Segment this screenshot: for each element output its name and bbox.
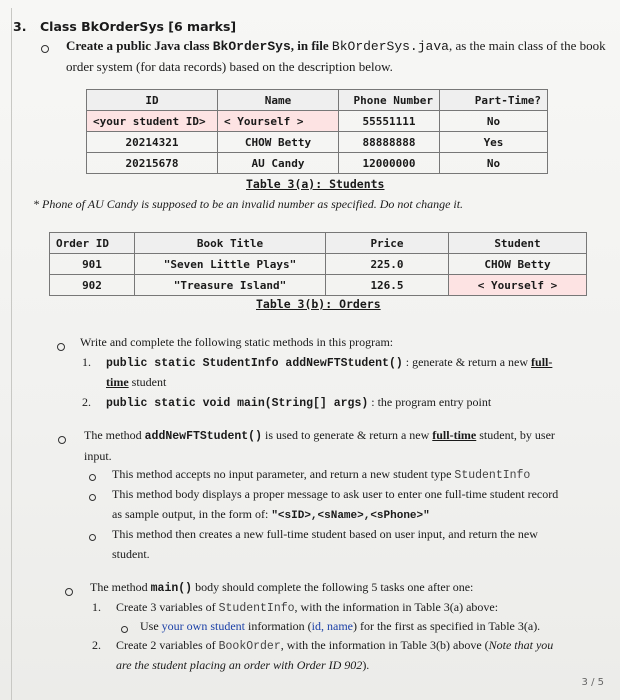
intro-file-code: BkOrderSys.java <box>331 39 449 54</box>
table-cell: < Yourself > <box>218 111 339 132</box>
bullet-circle-icon <box>89 494 96 501</box>
table-row <box>87 132 548 153</box>
addnew-sub-2-line-1: This method body displays a proper message to ask user to enter one full-time student record <box>112 487 559 501</box>
intro-line-2: order system (for data records) based on the description below. <box>66 59 393 74</box>
table-cell: 12000000 <box>339 153 440 174</box>
addnew-sub1-text: This method accepts no input parameter, and return a new student type <box>112 467 455 481</box>
table-cell: 20215678 <box>87 153 218 174</box>
main-text-b: body should complete the following 5 tasks one after one: <box>192 580 474 594</box>
method-item-1 <box>106 355 552 370</box>
underline-text: time <box>106 375 129 389</box>
students-header-cell: ID <box>87 90 218 111</box>
bullet-circle-icon <box>121 626 128 633</box>
task1-text-b: , with the information in Table 3(a) above: <box>294 600 499 614</box>
addnew-sub-3-line-1: This method then creates a new full-time student based on user input, and return the new <box>112 527 538 541</box>
task1-sub-text-b: information ( <box>245 619 312 633</box>
table-cell: "Treasure Island" <box>135 275 326 296</box>
bullet-circle-icon <box>58 436 66 444</box>
main-line-1 <box>90 580 473 595</box>
main-method-code: main() <box>150 582 193 595</box>
table-cell: 901 <box>50 254 135 275</box>
table-cell: 126.5 <box>326 275 449 296</box>
table-cell: 902 <box>50 275 135 296</box>
task2-note-1: Note that you <box>488 638 554 652</box>
studentinfo-code: StudentInfo <box>218 602 295 615</box>
table-cell: <your student ID> <box>87 111 218 132</box>
addnew-method-code: addNewFTStudent() <box>144 430 262 443</box>
task2-note-2: are the student placing an order with Order ID 902 <box>116 658 363 672</box>
table-row <box>87 111 548 132</box>
table-cell: No <box>440 111 548 132</box>
underline-text: full- <box>531 355 553 369</box>
bullet-circle-icon <box>57 343 65 351</box>
students-header-cell: Name <box>218 90 339 111</box>
table-cell: No <box>440 153 548 174</box>
orders-header-cell: Book Title <box>135 233 326 254</box>
intro-line-1 <box>66 38 606 54</box>
task2-end: ). <box>362 658 370 672</box>
task-2-cont <box>116 658 369 673</box>
method-item-2 <box>106 395 491 410</box>
method-item-number: 1. <box>82 355 91 369</box>
page-edge-line <box>11 8 12 700</box>
method-item-number: 2. <box>82 395 91 409</box>
table-cell: 225.0 <box>326 254 449 275</box>
task-number: 2. <box>92 638 101 652</box>
task2-text-b: , with the information in Table 3(b) above ( <box>280 638 489 652</box>
highlight-id-name: id, name <box>311 619 353 633</box>
students-header-cell: Part-Time? <box>440 90 548 111</box>
table-cell: "Seven Little Plays" <box>135 254 326 275</box>
table-row <box>87 153 548 174</box>
bullet-circle-icon <box>65 588 73 596</box>
question-number: 3. <box>13 19 27 34</box>
addnew-sub2-text: as sample output, in the form of: <box>112 507 272 521</box>
orders-header-cell: Order ID <box>50 233 135 254</box>
table-row <box>50 254 587 275</box>
students-table-caption: Table 3(a): Students <box>246 177 385 191</box>
studentinfo-code: StudentInfo <box>454 469 531 482</box>
table-cell: 88888888 <box>339 132 440 153</box>
addnew-sub-2-line-2 <box>112 507 430 522</box>
table-cell: AU Candy <box>218 153 339 174</box>
orders-table-caption: Table 3(b): Orders <box>256 297 381 311</box>
addnew-sub-3-line-2: student. <box>112 547 150 561</box>
addnew-line-1 <box>84 428 555 443</box>
task-2 <box>116 638 553 653</box>
table-cell: CHOW Betty <box>218 132 339 153</box>
addnew-line-2: input. <box>84 449 112 463</box>
students-header-cell: Phone Number <box>339 90 440 111</box>
methods-intro: Write and complete the following static methods in this program: <box>80 335 394 349</box>
intro-class-code: BkOrderSys <box>212 39 291 54</box>
orders-header-cell: Student <box>449 233 587 254</box>
task2-text-a: Create 2 variables of <box>116 638 219 652</box>
task1-text-a: Create 3 variables of <box>116 600 219 614</box>
table-cell: 55551111 <box>339 111 440 132</box>
intro-text-b: , in file <box>290 38 332 53</box>
table-cell: < Yourself > <box>449 275 587 296</box>
bullet-circle-icon <box>89 474 96 481</box>
addnew-text-b: is used to generate & return a new <box>261 428 433 442</box>
task-1-sub <box>140 619 540 634</box>
students-table <box>86 89 548 174</box>
addnew-text-c: student, by user <box>476 428 555 442</box>
method-signature-2: public static void main(String[] args) <box>106 397 369 410</box>
task-number: 1. <box>92 600 101 614</box>
bullet-circle-icon <box>41 45 49 53</box>
table-row <box>50 275 587 296</box>
bookorder-code: BookOrder <box>218 640 281 653</box>
highlight-own-student: your own student <box>161 619 245 633</box>
footnote: * Phone of AU Candy is supposed to be an invalid number as specified. Do not change it. <box>33 197 464 211</box>
method-signature-1: public static StudentInfo addNewFTStudent() <box>106 357 403 370</box>
task-1 <box>116 600 498 615</box>
bullet-circle-icon <box>89 534 96 541</box>
table-cell: CHOW Betty <box>449 254 587 275</box>
sample-output-format: "<sID>,<sName>,<sPhone>" <box>271 510 430 522</box>
method-desc-tail: student <box>128 375 167 389</box>
orders-table <box>49 232 587 296</box>
main-text-a: The method <box>90 580 151 594</box>
addnew-text-a: The method <box>84 428 145 442</box>
table-cell: Yes <box>440 132 548 153</box>
orders-table-header <box>50 233 587 254</box>
orders-header-cell: Price <box>326 233 449 254</box>
intro-text-c: , as the main class of the book <box>448 38 606 53</box>
task1-sub-text-c: ) for the first as specified in Table 3(a). <box>352 619 541 633</box>
intro-text-a: Create a public Java class <box>66 38 213 53</box>
question-title: Class BkOrderSys [6 marks] <box>40 19 237 34</box>
addnew-sub-1 <box>112 467 530 482</box>
task1-sub-text-a: Use <box>140 619 162 633</box>
table-cell: 20214321 <box>87 132 218 153</box>
method-item-1-cont <box>106 375 166 390</box>
method-desc-2: : the program entry point <box>368 395 492 409</box>
students-table-header <box>87 90 548 111</box>
underline-text: full-time <box>432 428 477 442</box>
page-number: 3 / 5 <box>581 677 604 688</box>
method-desc-1: : generate & return a new <box>402 355 532 369</box>
